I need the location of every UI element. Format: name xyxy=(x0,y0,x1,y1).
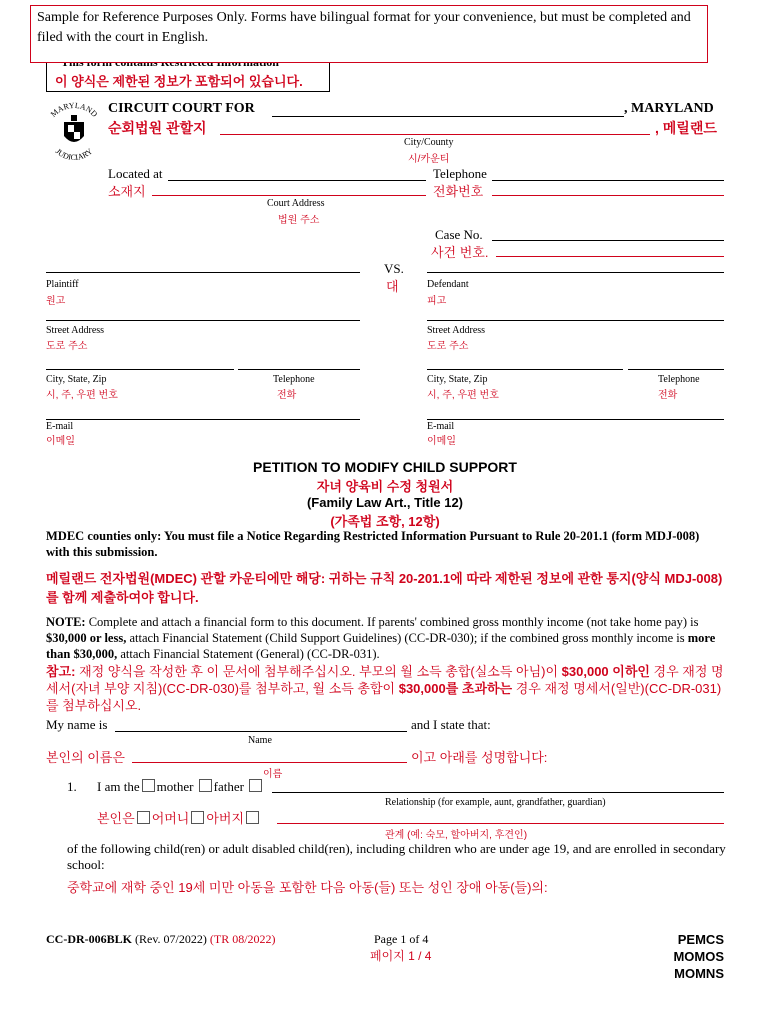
note-paragraph xyxy=(46,614,726,662)
note-bold-2: more than $30,000, xyxy=(46,631,716,661)
court-telephone-label-ko: 전화번호 xyxy=(433,184,484,199)
form-subtitle: (Family Law Art., Title 12) xyxy=(306,495,464,510)
court-address-caption: Court Address xyxy=(267,198,325,209)
plaintiff-email-caption-ko: 이메일 xyxy=(46,436,75,447)
seal-bottom-text: JUDICIARY xyxy=(53,146,95,163)
note-ko-text-1: 재정 양식을 작성한 후 이 문서에 첨부해주십시오. 부모의 월 소득 총합(실소득 아님)이 xyxy=(75,664,562,679)
form-tr: (TR 08/2022) xyxy=(206,932,276,946)
relationship-caption: Relationship (for example, aunt, grandfather, guardian) xyxy=(385,797,606,808)
court-state-ko: , 메릴랜드 xyxy=(655,120,717,136)
note-label: NOTE: xyxy=(46,615,86,629)
form-title: PETITION TO MODIFY CHILD SUPPORT xyxy=(253,459,517,475)
defendant-street-caption-ko: 도로 주소 xyxy=(427,341,469,352)
located-at-label-ko: 소재지 xyxy=(108,184,146,199)
case-number-line-ko xyxy=(496,256,724,257)
court-county-line-ko xyxy=(220,134,650,135)
located-at-label: Located at xyxy=(108,166,163,181)
restricted-ko: 이 양식은 제한된 정보가 포함되어 있습니다. xyxy=(55,74,303,89)
court-label-ko: 순회법원 관할지 xyxy=(108,120,207,136)
plaintiff-caption-ko: 원고 xyxy=(46,296,66,307)
mdec-notice-ko: 메릴랜드 전자법원(MDEC) 관할 카운티에만 해당: 귀하는 규칙 20-201.1에 따라 제한된 정보에 관한 통지(양식 MDJ-008)를 함께 제출하여야 합니다. xyxy=(46,571,723,605)
i-am-label: I am the xyxy=(97,779,140,794)
case-number-label-ko: 사건 번호. xyxy=(431,245,489,260)
my-name-label: My name is xyxy=(46,717,108,732)
court-address-line-ko xyxy=(152,195,426,196)
court-address-caption-ko: 법원 주소 xyxy=(278,215,320,226)
maryland-judiciary-seal-icon xyxy=(42,100,106,168)
note-paragraph-ko xyxy=(46,663,726,714)
relationship-line-ko xyxy=(277,823,724,824)
court-telephone-field[interactable] xyxy=(492,180,724,181)
note-text-2: attach Financial Statement (Child Support Guidelines) (CC-DR-030); if the combined gross monthly income is xyxy=(126,631,688,645)
form-title-ko: 자녀 양육비 수정 청원서 xyxy=(316,479,454,494)
i-am-label-ko: 본인은 xyxy=(97,811,135,826)
i-am-line xyxy=(97,779,264,795)
mother-checkbox[interactable] xyxy=(142,779,155,792)
mdec-notice: MDEC counties only: You must file a Notice Regarding Restricted Information Pursuant to Rule 20-201.1 (form MDJ-008) with this submission. xyxy=(46,529,700,559)
form-subtitle-ko: (가족법 조항, 12항) xyxy=(330,514,440,529)
court-state-en: , MARYLAND xyxy=(624,101,714,116)
name-caption-ko: 이름 xyxy=(263,769,283,780)
court-telephone-line-ko xyxy=(492,195,724,196)
footer-form-id xyxy=(46,932,276,947)
sample-banner xyxy=(30,5,708,63)
plaintiff-street-field[interactable] xyxy=(46,320,360,321)
page-number-ko: 페이지 1 / 4 xyxy=(370,949,432,963)
note-ko-text-2: 경우 재정 명세서(자녀 부양 지침)(CC-DR-030)를 첨부하고, 월 소득 총합이 xyxy=(46,664,724,696)
page-number: Page 1 of 4 xyxy=(374,932,429,946)
defendant-csz-caption: City, State, Zip xyxy=(427,374,488,385)
name-field[interactable] xyxy=(115,731,407,732)
name-line-ko xyxy=(132,762,407,763)
form-id: CC-DR-006BLK xyxy=(46,932,132,946)
case-number-field[interactable] xyxy=(492,240,724,241)
banner-text: Sample for Reference Purposes Only. Forms have bilingual format for your convenience, but must be completed and filed with the court in English. xyxy=(37,10,691,45)
mother-checkbox-ko[interactable] xyxy=(137,811,150,824)
city-county-caption-ko: 시/카운티 xyxy=(408,154,450,165)
following-children-text: of the following child(ren) or adult disabled child(ren), including children who are under age 19, and are enrolled in secondary school: xyxy=(67,841,726,872)
defendant-caption: Defendant xyxy=(427,279,469,290)
plaintiff-email-caption: E-mail xyxy=(46,421,74,432)
plaintiff-street-caption-ko: 도로 주소 xyxy=(46,341,88,352)
defendant-name-field[interactable] xyxy=(427,272,724,273)
relationship-caption-ko: 관계 (예: 숙모, 할아버지, 후견인) xyxy=(385,830,528,841)
vs-label-ko: 대 xyxy=(386,279,399,294)
note-bold-1: $30,000 or less, xyxy=(46,631,127,645)
state-that-label-ko: 이고 아래를 성명합니다: xyxy=(411,750,548,765)
defendant-email-caption: E-mail xyxy=(427,421,455,432)
note-text-1: Complete and attach a financial form to this document. If parents' combined gross monthly income (not take home pay) is xyxy=(85,615,699,629)
i-am-line-ko xyxy=(97,808,261,827)
plaintiff-caption: Plaintiff xyxy=(46,279,79,290)
father-checkbox[interactable] xyxy=(199,779,212,792)
following-children-text-ko: 중학교에 재학 중인 19세 미만 아동을 포함한 다음 아동(들) 또는 성인 장애 아동(들)의: xyxy=(67,880,548,895)
plaintiff-csz-caption-ko: 시, 주, 우편 번호 xyxy=(46,390,118,401)
defendant-tel-caption-ko: 전화 xyxy=(658,390,678,401)
court-address-field[interactable] xyxy=(168,180,426,181)
item-1-number: 1. xyxy=(67,779,77,794)
relationship-field[interactable] xyxy=(272,792,724,793)
case-number-label: Case No. xyxy=(435,227,483,242)
defendant-caption-ko: 피고 xyxy=(427,296,447,307)
plaintiff-email-field[interactable] xyxy=(46,419,360,420)
plaintiff-street-caption: Street Address xyxy=(46,325,105,336)
plaintiff-name-field[interactable] xyxy=(46,272,360,273)
footer-code-2: MOMOS xyxy=(673,949,724,964)
plaintiff-tel-caption: Telephone xyxy=(273,374,315,385)
other-relationship-checkbox-ko[interactable] xyxy=(246,811,259,824)
defendant-csz-caption-ko: 시, 주, 우편 번호 xyxy=(427,390,499,401)
father-checkbox-ko[interactable] xyxy=(191,811,204,824)
note-label-ko: 참고: xyxy=(46,664,76,679)
seal-top-text: MARYLAND xyxy=(48,100,100,119)
footer-code-3: MOMNS xyxy=(674,966,724,981)
note-text-3: attach Financial Statement (General) (CC-DR-031). xyxy=(117,647,380,661)
name-caption: Name xyxy=(248,735,272,746)
court-label-en: CIRCUIT COURT FOR xyxy=(108,101,255,116)
court-county-field[interactable] xyxy=(272,116,624,117)
note-ko-bold-1: $30,000 이하인 xyxy=(561,664,650,679)
defendant-tel-caption: Telephone xyxy=(658,374,700,385)
form-rev: (Rev. 07/2022) xyxy=(132,932,207,946)
defendant-telephone-field[interactable] xyxy=(628,369,724,370)
footer-codes xyxy=(660,931,724,982)
state-that-label: and I state that: xyxy=(411,717,491,732)
court-telephone-label: Telephone xyxy=(433,166,487,181)
mother-label-ko: 어머니 xyxy=(151,811,190,826)
vs-label: VS. xyxy=(384,261,404,276)
mother-label: mother xyxy=(156,779,194,794)
footer-code-1: PEMCS xyxy=(677,932,724,947)
father-label: father xyxy=(213,779,244,794)
note-ko-text-3: 경우 재정 명세서(일반)(CC-DR-031)를 첨부하십시오. xyxy=(46,681,722,713)
plaintiff-csz-caption: City, State, Zip xyxy=(46,374,107,385)
plaintiff-telephone-field[interactable] xyxy=(238,369,360,370)
father-label-ko: 아버지 xyxy=(206,811,245,826)
my-name-label-ko: 본인의 이름은 xyxy=(46,750,125,765)
defendant-street-field[interactable] xyxy=(427,320,724,321)
defendant-email-field[interactable] xyxy=(427,419,724,420)
svg-text:JUDICIARY xyxy=(54,147,95,162)
city-county-caption: City/County xyxy=(404,137,454,148)
defendant-email-caption-ko: 이메일 xyxy=(427,436,456,447)
other-relationship-checkbox[interactable] xyxy=(249,779,262,792)
note-ko-bold-2: $30,000를 초과하는 xyxy=(398,681,513,696)
plaintiff-csz-field[interactable] xyxy=(46,369,234,370)
defendant-csz-field[interactable] xyxy=(427,369,623,370)
plaintiff-tel-caption-ko: 전화 xyxy=(277,390,297,401)
defendant-street-caption: Street Address xyxy=(427,325,486,336)
